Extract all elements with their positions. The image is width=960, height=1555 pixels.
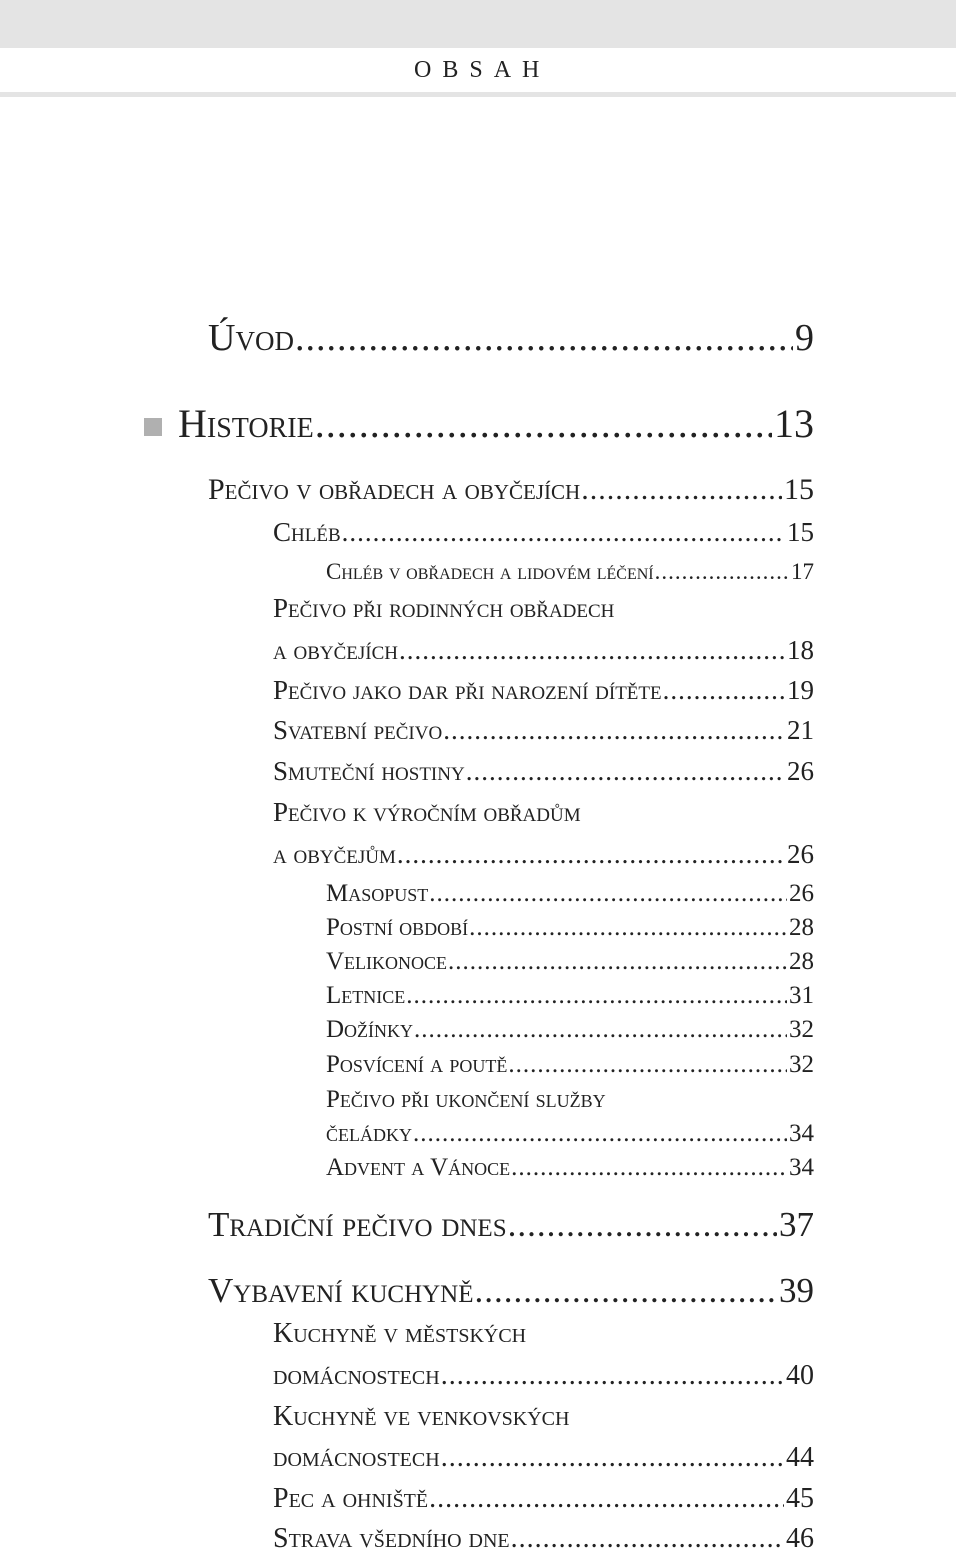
dot-leader (511, 1154, 787, 1182)
toc-entry-title: a obyčejům (273, 839, 396, 869)
page-title: OBSAH (414, 57, 551, 83)
toc-entry-title: Tradiční pečivo dnes (208, 1205, 507, 1244)
dot-leader (655, 559, 789, 584)
dot-leader (443, 716, 785, 746)
dot-leader (413, 1120, 787, 1148)
toc-entry (326, 1016, 814, 1044)
toc-entry (273, 1443, 814, 1474)
toc-page-number: 32 (789, 1016, 814, 1043)
toc-entry (326, 914, 814, 942)
toc-page-number: 26 (787, 839, 814, 869)
toc-entry-title: Velikonoce (326, 948, 448, 975)
toc-entry-title: čeládky (326, 1120, 412, 1147)
toc-entry (273, 636, 814, 666)
toc-entry (326, 1154, 814, 1182)
toc-entry (273, 1319, 814, 1350)
toc-entry-title: Masopust (326, 880, 429, 907)
toc-entry-title: Pečivo při rodinných obřadech (273, 593, 615, 623)
toc-page-number: 15 (784, 473, 814, 506)
toc-entry (273, 1361, 814, 1392)
toc-entry (273, 757, 814, 787)
toc-page-number: 28 (789, 948, 814, 975)
dot-leader (663, 676, 785, 706)
toc-page-number: 9 (795, 317, 814, 359)
toc-entry-title: Pečivo v obřadech a obyčejích (208, 473, 581, 506)
toc-page-number: 26 (789, 880, 814, 907)
toc-entry (208, 1206, 814, 1245)
toc-entry-title: Chléb v obřadech a lidovém léčení (326, 559, 654, 584)
toc-page-number: 32 (789, 1051, 814, 1078)
toc-entry (326, 1051, 814, 1079)
toc-entry (273, 716, 814, 746)
toc-entry (326, 559, 814, 584)
toc-page-number: 39 (779, 1271, 814, 1310)
toc-entry (178, 402, 814, 446)
toc-entry-title: Svatební pečivo (273, 715, 443, 745)
toc-page-number: 19 (787, 675, 814, 705)
toc-entry-title: Pečivo jako dar při narození dítěte (273, 675, 662, 705)
toc-entry-title: Vybavení kuchyně (208, 1271, 474, 1310)
toc-entry-title: Pečivo k výročním obřadům (273, 797, 581, 827)
toc-entry-title: Advent a Vánoce (326, 1154, 511, 1181)
toc-page-number: 31 (789, 982, 814, 1009)
toc-entry (326, 880, 814, 908)
toc-entry (326, 1120, 814, 1148)
toc-page-number: 17 (791, 559, 814, 584)
toc-entry (273, 798, 814, 828)
dot-leader (441, 1443, 784, 1474)
toc-entry (208, 1272, 814, 1311)
toc-entry-title: domácnostech (273, 1442, 440, 1473)
toc-entry (273, 1484, 814, 1515)
toc-page-number: 18 (787, 635, 814, 665)
toc-entry-title: Historie (178, 401, 314, 446)
toc-page-number: 13 (774, 401, 814, 446)
toc-entry (273, 840, 814, 870)
toc-entry (326, 982, 814, 1010)
toc-page-number: 40 (786, 1360, 814, 1391)
toc-entry-title: Úvod (208, 317, 294, 359)
dot-leader (466, 757, 785, 787)
toc-entry (273, 1524, 814, 1555)
dot-leader (295, 318, 793, 360)
dot-leader (511, 1524, 784, 1555)
dot-leader (448, 948, 787, 976)
toc-page-number: 44 (786, 1442, 814, 1473)
dot-leader (414, 1016, 787, 1044)
dot-leader (508, 1206, 777, 1245)
dot-leader (429, 1484, 784, 1515)
toc-entry-title: Smuteční hostiny (273, 756, 465, 786)
toc-entry-title: Pečivo při ukončení služby (326, 1086, 606, 1113)
toc-page-number: 45 (786, 1483, 814, 1514)
toc-entry (208, 473, 814, 506)
dot-leader (315, 402, 772, 446)
toc-page-number: 28 (789, 914, 814, 941)
toc-entry-title: Kuchyně v městských (273, 1318, 527, 1349)
toc-entry-title: Kuchyně ve venkovských (273, 1401, 570, 1432)
toc-entry-title: Pec a ohniště (273, 1483, 429, 1514)
toc-page-number: 37 (779, 1205, 814, 1244)
toc-entry-title: Chléb (273, 517, 341, 547)
toc-entry-title: a obyčejích (273, 635, 398, 665)
toc-entry (273, 518, 814, 548)
toc-page-number: 21 (787, 715, 814, 745)
dot-leader (469, 914, 787, 942)
toc-page-number: 46 (786, 1523, 814, 1554)
toc-entry (326, 948, 814, 976)
dot-leader (581, 473, 782, 506)
toc-entry-title: Strava všedního dne (273, 1523, 510, 1554)
toc-page-number: 26 (787, 756, 814, 786)
dot-leader (429, 880, 787, 908)
dot-leader (508, 1051, 787, 1079)
toc-entry (326, 1086, 814, 1114)
dot-leader (342, 518, 785, 548)
toc-entry (273, 676, 814, 706)
toc-entry-title: Posvícení a poutě (326, 1051, 508, 1078)
dot-leader (475, 1272, 777, 1311)
toc-entry-title: Letnice (326, 982, 406, 1009)
dot-leader (406, 982, 787, 1010)
toc-page-number: 34 (789, 1120, 814, 1147)
dot-leader (397, 840, 785, 870)
toc-page-number: 15 (787, 517, 814, 547)
toc-entry-title: domácnostech (273, 1360, 440, 1391)
toc-entry (273, 1402, 814, 1433)
toc-entry (208, 318, 814, 360)
toc-entry-title: Postní období (326, 914, 469, 941)
toc-entry-title: Dožínky (326, 1016, 414, 1043)
dot-leader (399, 636, 785, 666)
toc-entry (273, 594, 814, 624)
dot-leader (441, 1361, 784, 1392)
toc-page-number: 34 (789, 1154, 814, 1181)
